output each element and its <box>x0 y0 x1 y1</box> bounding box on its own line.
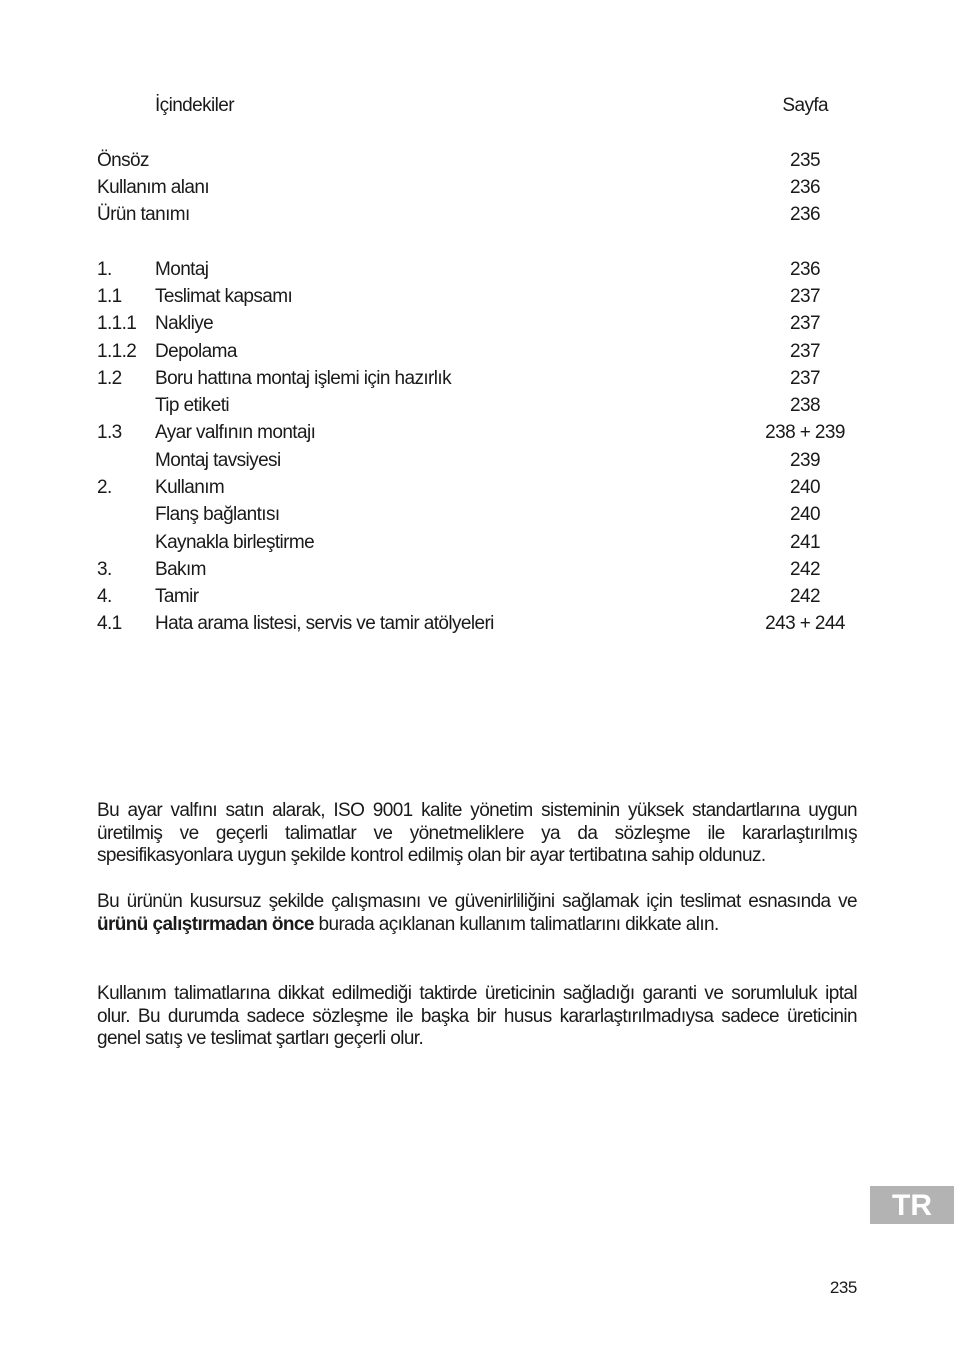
toc-row <box>0 177 954 204</box>
toc-entry-page: 236 <box>790 204 820 225</box>
toc-row <box>0 150 954 177</box>
toc-entry-title: Nakliye <box>155 313 214 334</box>
page-number: 235 <box>829 1278 857 1297</box>
toc-heading: İçindekiler <box>155 95 234 116</box>
toc-entry-page: 239 <box>790 450 820 471</box>
instructions-text-start: Bu ürünün kusursuz şekilde çalışmasını ve güvenirliliğini sağlamak için teslimat esnasında ve <box>97 891 857 912</box>
toc-entry-title: Teslimat kapsamı <box>155 286 293 307</box>
toc-entry-number: 4.1 <box>97 613 122 634</box>
toc-entry-title: Hata arama listesi, servis ve tamir atölyeleri <box>155 613 494 634</box>
toc-entry-page: 241 <box>790 532 820 553</box>
toc-row <box>0 368 954 395</box>
toc-entry-title: Kullanım alanı <box>97 177 210 198</box>
toc-row <box>0 204 954 231</box>
toc-entry-page: 235 <box>790 150 820 171</box>
toc-entry-page: 243 + 244 <box>765 613 845 634</box>
toc-entry-page: 240 <box>790 504 820 525</box>
toc-entry-number: 1. <box>97 259 112 280</box>
toc-entry-title: Ayar valfının montajı <box>155 422 316 443</box>
toc-entry-page: 238 <box>790 395 820 416</box>
toc-entry-title: Tip etiketi <box>155 395 230 416</box>
toc-entry-page: 236 <box>790 177 820 198</box>
toc-row <box>0 559 954 586</box>
toc-entry-page: 238 + 239 <box>765 422 845 443</box>
toc-entry-title: Ürün tanımı <box>97 204 190 225</box>
toc-entry-page: 237 <box>790 368 820 389</box>
toc-row <box>0 450 954 477</box>
toc-row <box>0 259 954 286</box>
toc-entry-title: Tamir <box>155 586 199 607</box>
toc-entry-page: 236 <box>790 259 820 280</box>
toc-row <box>0 532 954 559</box>
toc-entry-number: 1.1.1 <box>97 313 137 334</box>
language-tab: TR <box>870 1186 954 1224</box>
toc-entry-page: 242 <box>790 586 820 607</box>
toc-entry-title: Montaj tavsiyesi <box>155 450 281 471</box>
toc-entry-page: 237 <box>790 341 820 362</box>
toc-row <box>0 504 954 531</box>
toc-row <box>0 286 954 313</box>
toc-row <box>0 477 954 504</box>
toc-page-heading: Sayfa <box>782 95 828 116</box>
toc-entry-number: 1.1.2 <box>97 341 137 362</box>
toc-row <box>0 613 954 640</box>
toc-row <box>0 586 954 613</box>
instructions-paragraph <box>97 891 857 936</box>
toc-entry-title: Montaj <box>155 259 209 280</box>
toc-entry-title: Kullanım <box>155 477 225 498</box>
toc-entry-title: Bakım <box>155 559 206 580</box>
toc-entry-page: 240 <box>790 477 820 498</box>
toc-entry-number: 3. <box>97 559 112 580</box>
toc-entry-number: 1.2 <box>97 368 122 389</box>
warranty-paragraph: Kullanım talimatlarına dikkat edilmediği taktirde üreticinin sağladığı garanti ve sorumluluk iptal olur. Bu durumda sadece sözleşme ile başka bir husus kararlaştırılmadıysa sadece üreticinin genel satış ve teslimat şartları geçerli olur. <box>97 983 857 1049</box>
toc-entry-page: 237 <box>790 286 820 307</box>
toc-entry-title: Önsöz <box>97 150 149 171</box>
toc-entry-number: 1.3 <box>97 422 122 443</box>
toc-entry-title: Flanş bağlantısı <box>155 504 280 525</box>
toc-entry-number: 1.1 <box>97 286 122 307</box>
toc-entry-title: Kaynakla birleştirme <box>155 532 315 553</box>
toc-row <box>0 422 954 449</box>
toc-entry-number: 4. <box>97 586 112 607</box>
intro-paragraph: Bu ayar valfını satın alarak, ISO 9001 kalite yönetim sisteminin yüksek standartlarına uygun üretilmiş ve geçerli talimatlar ve yönetmeliklere ya da sözleşme ile kararlaştırılmış spesifikasyonlara uygun şekilde kontrol edilmiş olan bir ayar tertibatına sahip oldunuz. <box>97 800 857 866</box>
toc-entry-number: 2. <box>97 477 112 498</box>
toc-row <box>0 313 954 340</box>
toc-entry-title: Boru hattına montaj işlemi için hazırlık <box>155 368 451 389</box>
toc-entry-page: 237 <box>790 313 820 334</box>
toc-entry-page: 242 <box>790 559 820 580</box>
toc-row <box>0 341 954 368</box>
toc-row <box>0 395 954 422</box>
toc-entry-title: Depolama <box>155 341 237 362</box>
instructions-text-end: burada açıklanan kullanım talimatlarını dikkate alın. <box>313 913 719 935</box>
instructions-emphasis: ürünü çalıştırmadan önce <box>97 913 314 935</box>
